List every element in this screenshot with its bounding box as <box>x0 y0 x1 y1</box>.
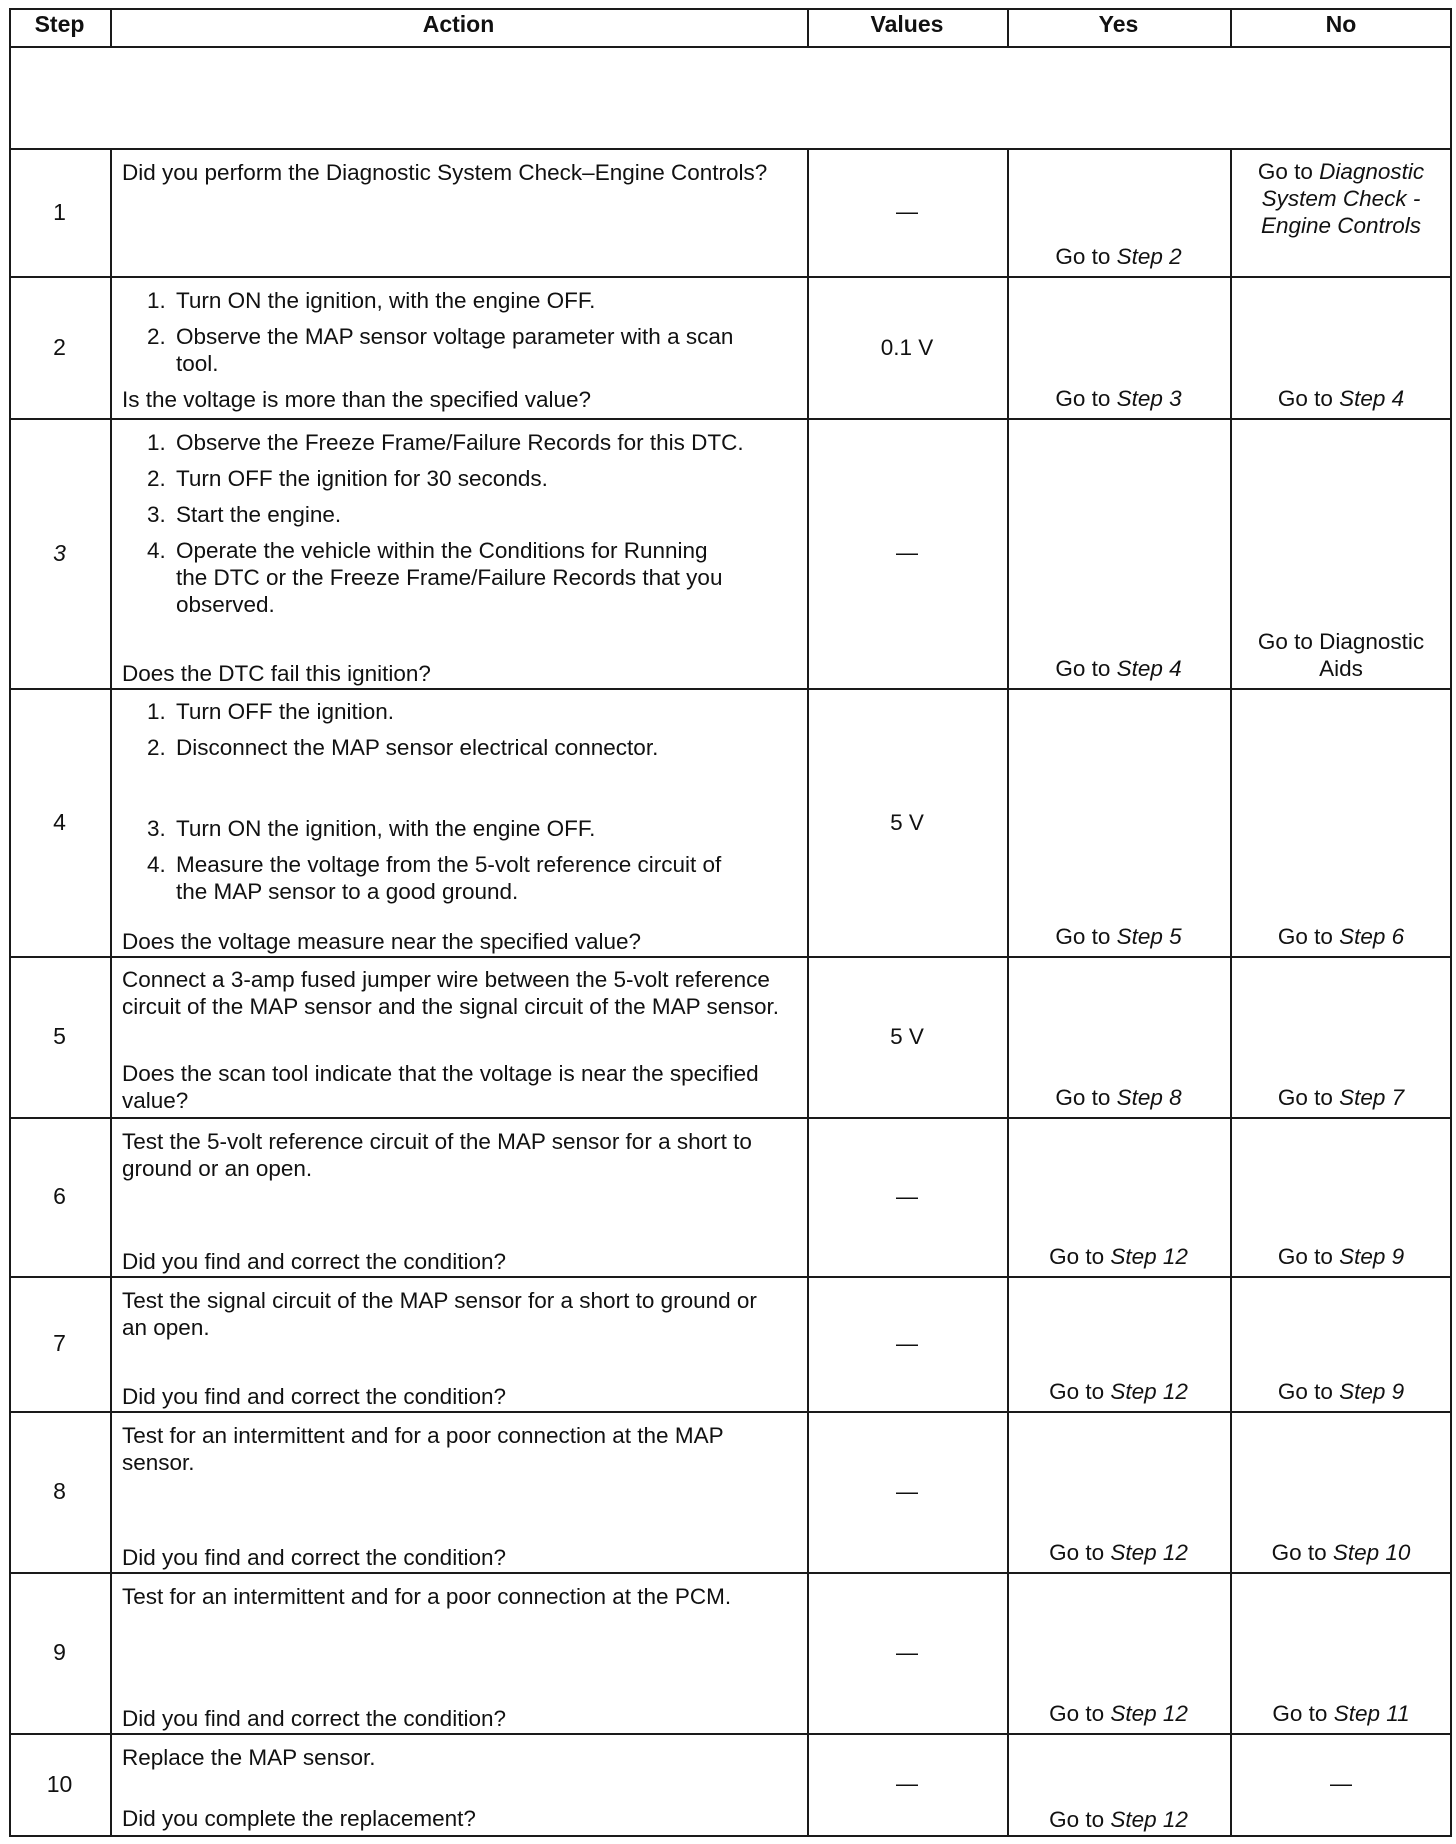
header-step: Step <box>34 11 85 37</box>
no-cell: Go to Step 10 <box>1271 1540 1411 1565</box>
no-prefix: Go to <box>1257 159 1313 184</box>
yes-target: Step 5 <box>1116 924 1182 949</box>
action-substeps <box>122 698 802 905</box>
value-cell: — <box>896 1330 918 1356</box>
substep: 1. Turn OFF the ignition. <box>147 699 395 724</box>
action-text: Replace the MAP sensor. <box>122 1745 376 1770</box>
yes-cell: Go to Step 12 <box>1049 1807 1188 1832</box>
substep: 2. Turn OFF the ignition for 30 seconds. <box>147 466 548 491</box>
yes-target: Step 12 <box>1110 1379 1188 1404</box>
step-number: 4 <box>53 808 66 835</box>
header-divider <box>9 46 1452 48</box>
value-cell: — <box>896 540 918 565</box>
action-text: Test for an intermittent and for a poor connection at the PCM. <box>122 1584 732 1609</box>
step-number: 1 <box>53 198 66 225</box>
action-question: Did you find and correct the condition? <box>122 1545 506 1570</box>
yes-target: Step 12 <box>1110 1540 1188 1565</box>
action-question: Did you find and correct the condition? <box>122 1384 506 1409</box>
diagnostic-table <box>9 8 1452 1837</box>
value-cell: — <box>896 199 918 224</box>
action-question: Did you find and correct the condition? <box>122 1706 506 1731</box>
yes-target: Step 4 <box>1116 656 1182 681</box>
yes-cell: Go to Step 12 <box>1049 1379 1188 1404</box>
col-divider <box>110 148 112 1837</box>
header-no: No <box>1325 11 1357 37</box>
step-number: 6 <box>53 1183 66 1209</box>
value-cell: — <box>896 1639 918 1665</box>
step-number: 8 <box>53 1478 66 1504</box>
yes-target: Step 8 <box>1116 1085 1182 1110</box>
action-text: Test the 5-volt reference circuit of the MAP sensor for a short to ground or an open. <box>122 1129 752 1181</box>
yes-cell: Go to Step 12 <box>1049 1244 1188 1269</box>
action-text: Test the signal circuit of the MAP sensor for a short to ground or an open. <box>122 1288 757 1340</box>
header-yes: Yes <box>1098 11 1139 37</box>
no-target: Diagnostic System Check - Engine Controls <box>1260 159 1425 238</box>
action-substeps <box>122 287 782 377</box>
value-cell: — <box>896 1478 918 1504</box>
row-divider <box>9 148 1452 150</box>
action-text: Test for an intermittent and for a poor connection at the MAP sensor. <box>122 1423 724 1475</box>
no-target: Step 9 <box>1339 1379 1405 1404</box>
no-cell: Go to Step 6 <box>1277 924 1405 949</box>
yes-target: Step 2 <box>1116 244 1182 269</box>
no-cell <box>1230 158 1452 239</box>
yes-cell: Go to Step 12 <box>1049 1701 1188 1726</box>
action-text: Did you perform the Diagnostic System Check–Engine Controls? <box>122 160 768 185</box>
yes-cell: Go to Step 12 <box>1049 1540 1188 1565</box>
step-number: 3 <box>53 539 66 566</box>
substep: 1. Turn ON the ignition, with the engine OFF. <box>147 288 596 313</box>
step-number: 9 <box>53 1639 66 1665</box>
yes-cell <box>1007 148 1230 276</box>
step-number: 2 <box>53 333 66 360</box>
substep: 4. Operate the vehicle within the Conditions for Running the DTC or the Freeze Frame/Failure Records that you observed. <box>147 538 723 617</box>
row-divider <box>9 418 1452 420</box>
action-question: Did you find and correct the condition? <box>122 1249 506 1274</box>
no-cell: Go to Diagnostic Aids <box>1257 629 1425 681</box>
header-values: Values <box>870 11 944 37</box>
no-cell: Go to Step 4 <box>1277 386 1405 411</box>
substep: 2. Disconnect the MAP sensor electrical connector. <box>147 735 659 760</box>
no-target: Step 9 <box>1339 1244 1405 1269</box>
step-number: 7 <box>53 1330 66 1356</box>
action-question: Is the voltage is more than the specified value? <box>122 387 592 412</box>
substep: 3. Turn ON the ignition, with the engine OFF. <box>147 816 596 841</box>
yes-target: Step 12 <box>1110 1807 1188 1832</box>
substep: 3. Start the engine. <box>147 502 342 527</box>
step-number: 10 <box>46 1770 73 1797</box>
substep: 2. Observe the MAP sensor voltage parameter with a scan tool. <box>147 324 734 376</box>
no-cell: — <box>1330 1771 1352 1796</box>
no-cell: Go to Step 9 <box>1277 1244 1405 1269</box>
table-border-bottom <box>9 1835 1452 1837</box>
action-substeps <box>122 429 802 618</box>
value-cell: 5 V <box>890 809 924 835</box>
yes-target: Step 12 <box>1110 1701 1188 1726</box>
no-cell: Go to Step 9 <box>1277 1379 1405 1404</box>
action-question: Does the scan tool indicate that the voltage is near the specified value? <box>122 1061 759 1113</box>
action-text: Connect a 3-amp fused jumper wire between the 5-volt reference circuit of the MAP sensor and the signal circuit of the MAP sensor. <box>122 967 779 1019</box>
yes-cell: Go to Step 4 <box>1055 656 1182 681</box>
yes-cell: Go to Step 5 <box>1055 924 1182 949</box>
substep: 1. Observe the Freeze Frame/Failure Records for this DTC. <box>147 430 744 455</box>
action-question: Does the DTC fail this ignition? <box>122 661 431 686</box>
header-action: Action <box>422 11 495 37</box>
no-target: Step 10 <box>1332 1540 1411 1565</box>
no-cell: Go to Step 7 <box>1277 1085 1405 1110</box>
no-target: Step 11 <box>1333 1701 1410 1726</box>
no-target: Step 4 <box>1339 386 1405 411</box>
action-question: Did you complete the replacement? <box>122 1806 476 1831</box>
step-number: 5 <box>53 1023 66 1049</box>
yes-prefix: Go to <box>1055 244 1111 269</box>
yes-cell: Go to Step 8 <box>1055 1085 1182 1110</box>
action-question: Does the voltage measure near the specified value? <box>122 929 642 954</box>
value-cell: — <box>896 1771 918 1796</box>
table-border-top <box>9 8 1452 10</box>
no-cell: Go to Step 11 <box>1272 1701 1410 1726</box>
yes-target: Step 3 <box>1116 386 1182 411</box>
substep: 4. Measure the voltage from the 5-volt reference circuit of the MAP sensor to a good ground. <box>147 852 722 904</box>
yes-cell: Go to Step 3 <box>1055 386 1182 411</box>
value-cell: — <box>896 1183 918 1209</box>
value-cell: 5 V <box>890 1024 924 1049</box>
no-target: Step 7 <box>1339 1085 1405 1110</box>
no-target: Step 6 <box>1339 924 1405 949</box>
yes-target: Step 12 <box>1110 1244 1188 1269</box>
value-cell: 0.1 V <box>880 334 934 360</box>
